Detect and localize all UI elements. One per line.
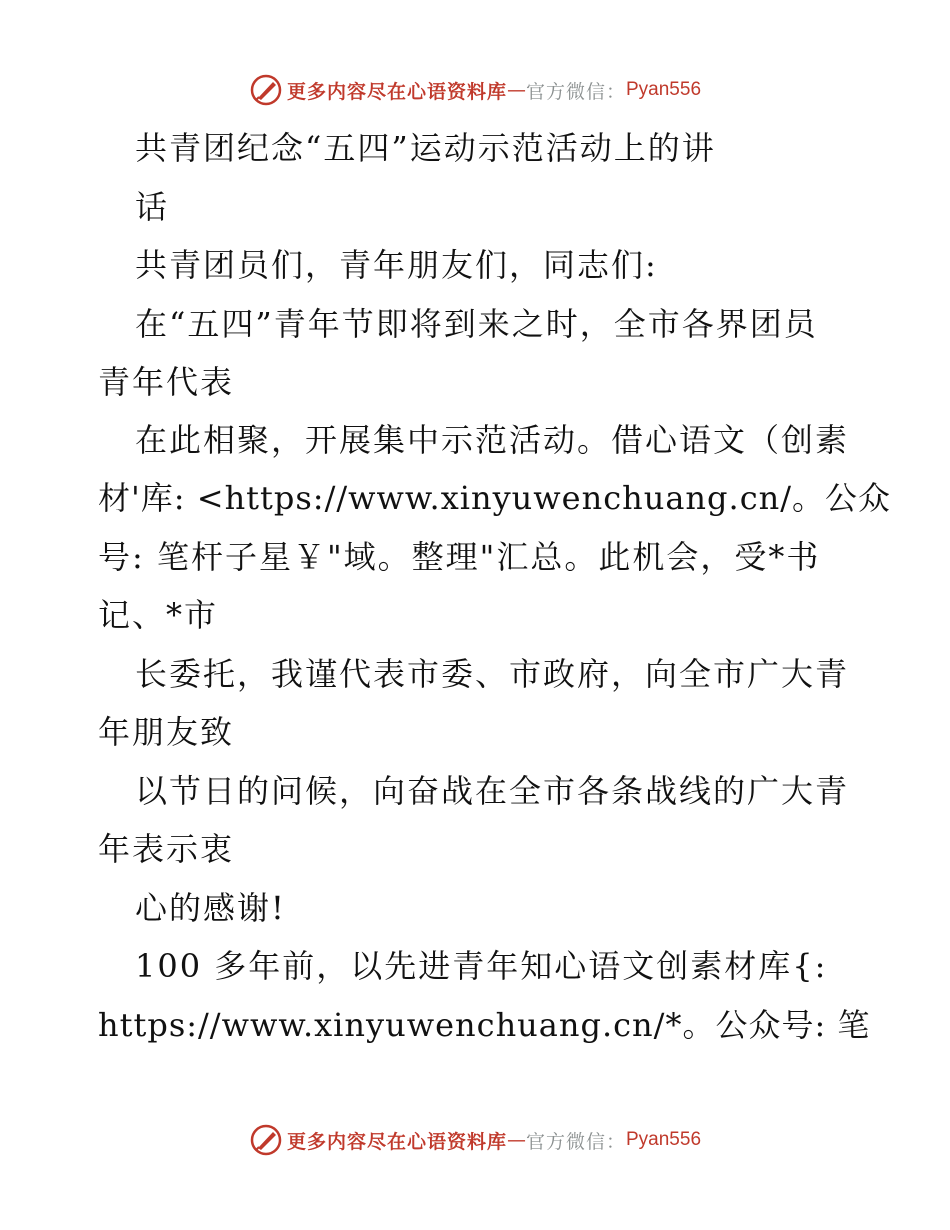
paragraph-line: 以节日的问候，向奋战在全市各条战线的广大青 xyxy=(135,772,850,810)
paragraph-line: 年朋友致 xyxy=(98,713,235,751)
paragraph-line: 在此相聚，开展集中示范活动。借心语文（创素 xyxy=(135,421,850,459)
salutation: 共青团员们，青年朋友们，同志们: xyxy=(135,246,658,284)
paragraph-line: 在“五四”青年节即将到来之时，全市各界团员 xyxy=(135,305,818,343)
footer-banner xyxy=(0,1120,950,1160)
footer-dash: — xyxy=(506,1129,526,1151)
footer-wechat-label: 官方微信： xyxy=(525,1130,626,1153)
title-line-1: 共青团纪念“五四”运动示范活动上的讲 xyxy=(135,129,716,167)
header-wechat-label: 官方微信： xyxy=(525,80,626,103)
paragraph-line: 长委托，我谨代表市委、市政府，向全市广大青 xyxy=(135,655,850,693)
header-banner xyxy=(0,70,950,110)
footer-wechat-id: Pyan556 xyxy=(626,1129,702,1150)
header-wechat-id: Pyan556 xyxy=(626,79,702,100)
paragraph-line: 号: 笔杆子星￥"域。整理"汇总。此机会，受*书 xyxy=(98,538,821,576)
paragraph-line: 年表示衷 xyxy=(98,830,235,868)
paragraph-line: 100 多年前，以先进青年知心语文创素材库{: xyxy=(135,947,828,985)
paragraph-line: 记、*市 xyxy=(98,596,219,634)
quill-logo-icon xyxy=(249,1123,283,1157)
paragraph-line: 青年代表 xyxy=(98,363,235,401)
footer-brand: 更多内容尽在心语资料库 xyxy=(286,1130,507,1153)
paragraph-line: https://www.xinyuwenchuang.cn/*。公众号: 笔 xyxy=(98,1006,871,1044)
header-dash: — xyxy=(506,79,526,101)
header-brand: 更多内容尽在心语资料库 xyxy=(286,80,507,103)
title-line-2: 话 xyxy=(135,188,170,226)
paragraph-line: 材'库: <https://www.xinyuwenchuang.cn/。公众 xyxy=(98,479,892,517)
paragraph-line: 心的感谢! xyxy=(135,889,286,927)
quill-logo-icon xyxy=(249,73,283,107)
